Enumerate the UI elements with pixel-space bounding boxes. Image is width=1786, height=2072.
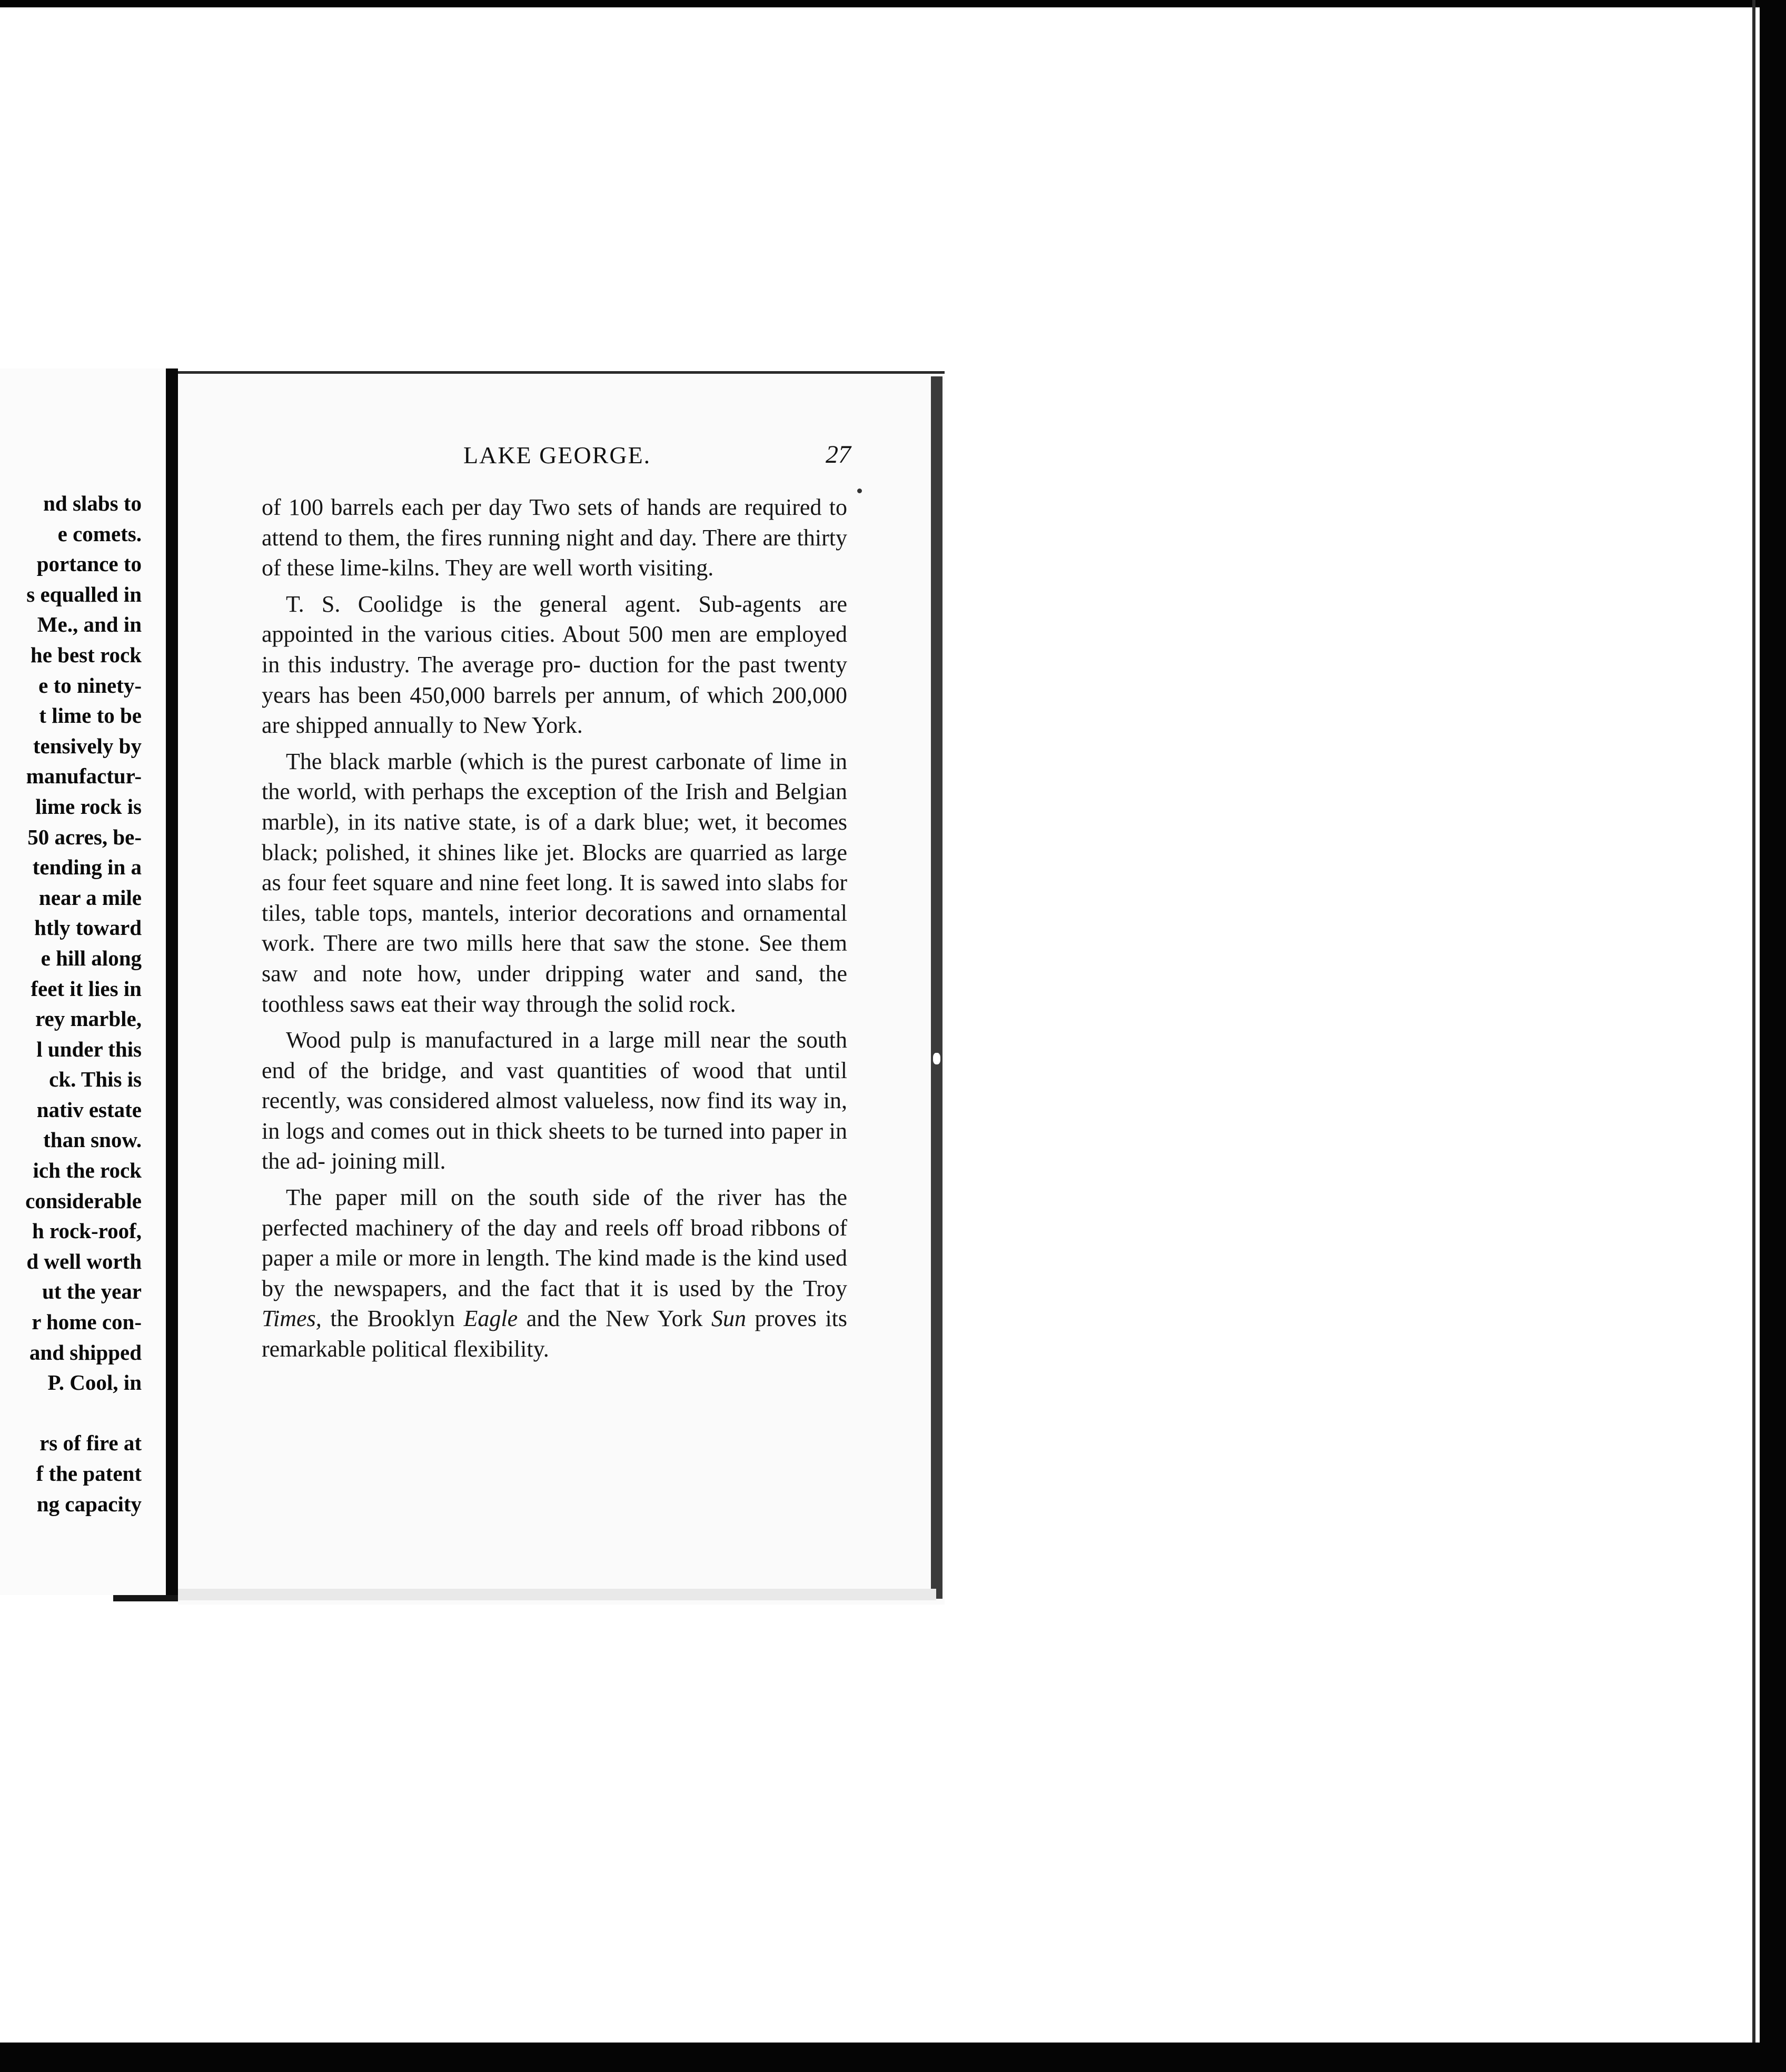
previous-page-line: l under this	[36, 1037, 142, 1061]
paragraph-5-text-a: The paper mill on the south side of the river has the perfected machinery of the day and reels off broad ribbons of paper a mile or more in length. The kind made is the kind used by the newspapers, and the fact that it is used by the Troy	[262, 1184, 847, 1301]
newspaper-name-sun: Sun	[711, 1306, 746, 1332]
previous-page-line: 50 acres, be-	[27, 824, 142, 849]
previous-page-line: he best rock	[30, 642, 142, 667]
previous-page-line: rey marble,	[35, 1007, 142, 1031]
paragraph-5	[262, 1182, 847, 1364]
page-edge-nick	[933, 1053, 940, 1064]
previous-page-line: tensively by	[33, 733, 142, 758]
paragraph-5-text-c: and the New York	[526, 1306, 703, 1332]
running-head: LAKE GEORGE.	[463, 442, 651, 469]
previous-page-line: r home con-	[32, 1310, 142, 1334]
scan-border-bottom	[0, 2043, 1786, 2072]
previous-page-line: ut the year	[42, 1279, 142, 1304]
ink-speck	[857, 489, 862, 493]
paragraph-5-text-b: the Brooklyn	[330, 1306, 455, 1332]
previous-page-line: lime rock is	[35, 794, 142, 819]
newspaper-name-times: Times,	[262, 1306, 322, 1332]
previous-page-line: P. Cool, in	[47, 1370, 142, 1395]
previous-page-line: s equalled in	[26, 582, 142, 606]
page-body	[262, 492, 847, 1370]
newspaper-name-eagle: Eagle	[463, 1306, 518, 1332]
previous-page-line: t lime to be	[39, 703, 142, 728]
previous-page-line: than snow.	[43, 1128, 142, 1152]
book-gutter	[166, 368, 178, 1595]
previous-page-line: ich the rock	[33, 1158, 142, 1183]
previous-page-line: htly toward	[34, 915, 142, 940]
scan-border-top	[0, 0, 1786, 7]
previous-page-line: d well worth	[26, 1249, 142, 1273]
previous-page-line: nd slabs to	[43, 491, 142, 515]
previous-page-text	[0, 489, 142, 1519]
previous-page-line: tending in a	[32, 855, 142, 880]
previous-page-line: rs of fire at	[39, 1431, 142, 1456]
paragraph-4: Wood pulp is manufactured in a large mill near the south end of the bridge, and vast quantities of wood that until recently, was considered almost valueless, now find its way in, in logs and comes out in thick sheets to be turned into paper in the ad- joining mill.	[262, 1027, 847, 1174]
previous-page-line: near a mile	[38, 885, 142, 910]
page-bottom-shadow	[178, 1589, 936, 1600]
page-number: 27	[826, 441, 851, 469]
previous-page-line: Me., and in	[37, 612, 142, 637]
paragraph-2: T. S. Coolidge is the general agent. Sub-agents are appointed in the various cities. About 500 men are employed in this industry. The average pro- duction for the past twenty years has been 450,000 barrels per annum, of which 200,000 are shipped annually to New York.	[262, 591, 847, 739]
previous-page-line: e hill along	[41, 945, 142, 970]
previous-page-line: considerable	[25, 1188, 142, 1213]
previous-page-line: e to ninety-	[38, 673, 142, 698]
previous-page-line: and shipped	[29, 1340, 142, 1364]
previous-page-line: feet it lies in	[31, 976, 142, 1001]
paragraph-5-text-d: proves its remarkable political flexibility.	[262, 1306, 848, 1362]
paragraph-1: of 100 barrels each per day Two sets of hands are required to attend to them, the fires running night and day. There are thirty of these lime-kilns. They are well worth visiting.	[262, 494, 847, 581]
paragraph-3: The black marble (which is the purest carbonate of lime in the world, with perhaps the exception of the Irish and Belgian marble), in its native state, is of a dark blue; wet, it becomes black; polished, it shines like jet. Blocks are quarried as large as four feet square and nine feet long. It is sawed into slabs for tiles, table tops, mantels, interior decorations and ornamental work. There are two mills here that saw the stone. See them saw and note how, under dripping water and sand, the toothless saws eat their way through the solid rock.	[262, 748, 847, 1017]
previous-page-line: ng capacity	[36, 1491, 142, 1516]
previous-page-line: portance to	[36, 552, 142, 576]
previous-page-fragment	[0, 368, 166, 1595]
previous-page-blank-line	[0, 1398, 142, 1429]
previous-page-line: manufactur-	[26, 764, 142, 789]
previous-page-line: h rock-roof,	[32, 1219, 142, 1243]
previous-page-line: nativ estate	[36, 1097, 142, 1122]
previous-page-line: e comets.	[57, 521, 142, 546]
scan-border-right-inner	[1752, 0, 1755, 2043]
page-edge-shadow	[931, 376, 942, 1599]
scan-border-right	[1760, 0, 1786, 2072]
previous-page-line: ck. This is	[49, 1067, 142, 1092]
previous-page-line: f the patent	[36, 1461, 142, 1486]
